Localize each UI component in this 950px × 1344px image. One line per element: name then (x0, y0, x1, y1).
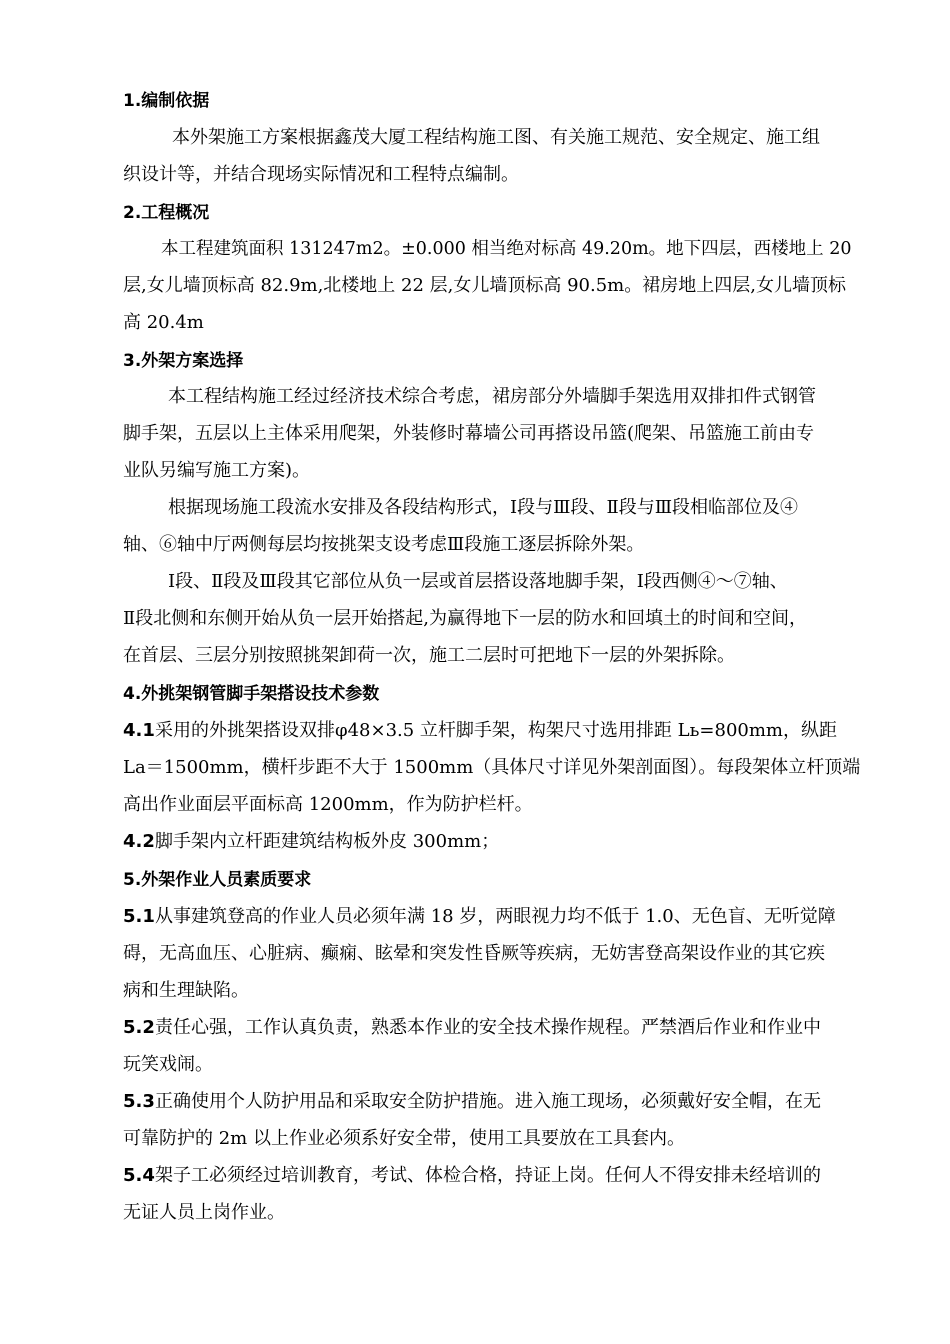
item-number: 5.2 (123, 1017, 155, 1038)
paragraph-line: 责任心强，工作认真负责，熟悉本作业的安全技术操作规程。严禁酒后作业和作业中 (155, 1017, 821, 1038)
paragraph-line: 本工程结构施工经过经济技术综合考虑，裙房部分外墙脚手架选用双排扣件式钢管 (168, 386, 816, 407)
paragraph-line: 可靠防护的 2m 以上作业必须系好安全带，使用工具要放在工具套内。 (123, 1128, 685, 1149)
section-heading-3: 3.外架方案选择 (123, 351, 244, 371)
paragraph-line: 本工程建筑面积 131247m2。±0.000 相当绝对标高 49.20m。地下四层，西楼地上 20 (161, 239, 852, 259)
paragraph-line: 脚手架内立杆距建筑结构板外皮 300mm； (155, 831, 500, 852)
paragraph-line: 脚手架，五层以上主体采用爬架，外装修时幕墙公司再搭设吊篮(爬架、吊篮施工前由专 (123, 423, 815, 444)
paragraph-line: 高出作业面层平面标高 1200mm，作为防护栏杆。 (123, 794, 533, 815)
paragraph-line: 轴、⑥轴中厅两侧每层均按挑架支设考虑Ⅲ段施工逐层拆除外架。 (123, 534, 645, 555)
paragraph-line: 业队另编写施工方案)。 (123, 460, 311, 481)
paragraph-line: La＝1500mm，横杆步距不大于 1500mm（具体尺寸详见外架剖面图）。每段架体立杆顶端 (123, 757, 861, 778)
paragraph-line: Ⅰ段、Ⅱ段及Ⅲ段其它部位从负一层或首层搭设落地脚手架，Ⅰ段西侧④～⑦轴、 (168, 571, 788, 592)
item-number: 5.3 (123, 1091, 155, 1112)
paragraph-line: 病和生理缺陷。 (123, 980, 249, 1001)
item-number: 4.2 (123, 831, 155, 852)
section-heading-5: 5.外架作业人员素质要求 (123, 870, 312, 890)
item-number: 5.4 (123, 1165, 155, 1186)
paragraph-line: 无证人员上岗作业。 (123, 1202, 285, 1223)
paragraph-line: 正确使用个人防护用品和采取安全防护措施。进入施工现场，必须戴好安全帽，在无 (155, 1091, 821, 1112)
paragraph-line: 根据现场施工段流水安排及各段结构形式，Ⅰ段与Ⅲ段、Ⅱ段与Ⅲ段相临部位及④ (168, 497, 799, 518)
paragraph-line: 从事建筑登高的作业人员必须年满 18 岁，两眼视力均不低于 1.0、无色盲、无听觉障 (155, 906, 836, 927)
paragraph-line: 碍，无高血压、心脏病、癫痫、眩晕和突发性昏厥等疾病，无妨害登高架设作业的其它疾 (123, 943, 825, 964)
paragraph-line: 玩笑戏闹。 (123, 1054, 213, 1075)
paragraph-line: 架子工必须经过培训教育，考试、体检合格，持证上岗。任何人不得安排未经培训的 (155, 1165, 821, 1186)
paragraph-line: Ⅱ段北侧和东侧开始从负一层开始搭起,为赢得地下一层的防水和回填土的时间和空间， (123, 608, 807, 629)
paragraph-line: 织设计等，并结合现场实际情况和工程特点编制。 (123, 164, 519, 185)
paragraph-line: 采用的外挑架搭设双排φ48×3.5 立杆脚手架，构架尺寸选用排距 Lь=800mm，纵距 (155, 720, 837, 741)
section-heading-1: 1.编制依据 (123, 91, 210, 111)
paragraph-line: 高 20.4m (123, 312, 204, 333)
section-heading-4: 4.外挑架钢管脚手架搭设技术参数 (123, 684, 380, 704)
item-number: 5.1 (123, 906, 155, 927)
item-number: 4.1 (123, 720, 155, 741)
section-heading-2: 2.工程概况 (123, 203, 210, 223)
paragraph-line: 层,女儿墙顶标高 82.9m,北楼地上 22 层,女儿墙顶标高 90.5m。裙房地上四层,女儿墙顶标 (123, 275, 846, 296)
paragraph-line: 在首层、三层分别按照挑架卸荷一次，施工二层时可把地下一层的外架拆除。 (123, 645, 735, 666)
paragraph-line: 本外架施工方案根据鑫茂大厦工程结构施工图、有关施工规范、安全规定、施工组 (172, 127, 820, 148)
